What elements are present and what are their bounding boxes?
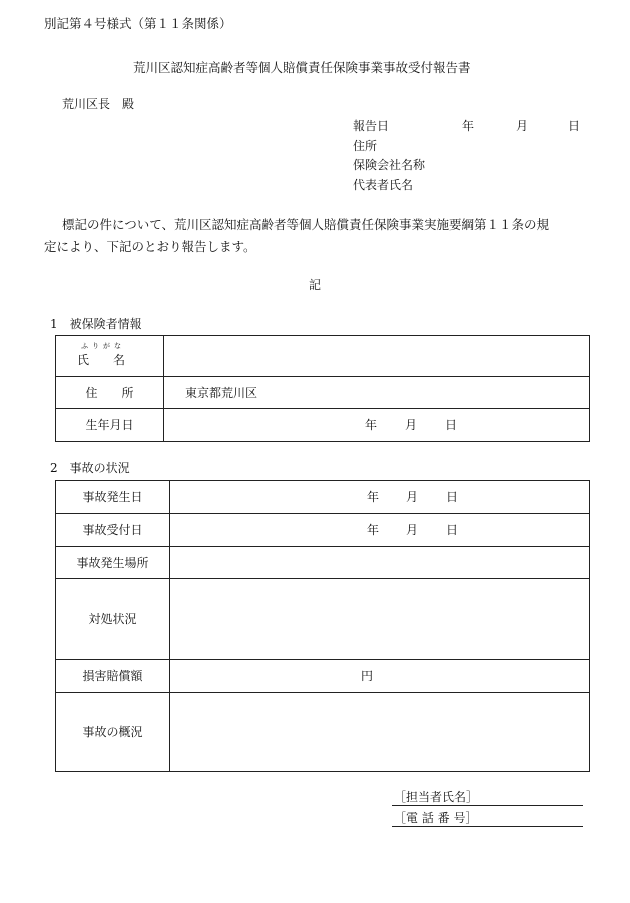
- address-value-cell[interactable]: [164, 377, 590, 409]
- body-text-line-2: 定により、下記のとおり報告します。: [44, 239, 256, 254]
- place-label: 事故発生場所: [76, 555, 149, 570]
- table-row: [56, 514, 590, 547]
- insurer-name-label: 保険会社名称: [353, 158, 426, 172]
- table-row: [56, 693, 590, 772]
- occurrence-date-label: 事故発生日: [82, 490, 143, 504]
- receipt-date-label: 事故受付日: [82, 523, 143, 537]
- contact-person-label: ［担当者氏名］: [394, 790, 479, 804]
- occurrence-date-value-cell[interactable]: [170, 481, 590, 514]
- address-label-cell: [56, 377, 164, 409]
- birthdate-label: 生年月日: [85, 418, 134, 432]
- contact-phone-label: ［電 話 番 号］: [394, 811, 478, 825]
- receipt-month-label: 月: [406, 523, 419, 537]
- table-row: [56, 336, 590, 377]
- summary-value-cell[interactable]: [170, 693, 590, 772]
- birth-day-label: 日: [445, 418, 458, 432]
- response-value-cell[interactable]: [170, 579, 590, 660]
- address-label: 住 所: [85, 385, 134, 400]
- table-row: [56, 660, 590, 693]
- ki-heading: 記: [309, 278, 322, 292]
- name-value-cell[interactable]: [164, 336, 590, 377]
- section-1-heading: 1 被保険者情報: [50, 317, 142, 331]
- damage-amount-label: 損害賠償額: [82, 669, 143, 683]
- accident-info-table: [55, 480, 590, 772]
- place-value-cell[interactable]: [170, 547, 590, 579]
- place-label-cell: [56, 547, 170, 579]
- body-text-line-1: 標記の件について、荒川区認知症高齢者等個人賠償責任保険事業実施要綱第１１条の規: [62, 217, 550, 232]
- yen-label: 円: [361, 669, 374, 683]
- receipt-day-label: 日: [446, 523, 459, 537]
- summary-label: 事故の概況: [82, 725, 143, 739]
- report-year-label: 年: [462, 119, 475, 133]
- table-row: [56, 579, 590, 660]
- birth-year-label: 年: [365, 418, 378, 432]
- birthdate-label-cell: [56, 409, 164, 442]
- birth-month-label: 月: [405, 418, 418, 432]
- address-value: 東京都荒川区: [185, 385, 258, 400]
- receipt-date-value-cell[interactable]: [170, 514, 590, 547]
- section-2-heading: 2 事故の状況: [50, 461, 130, 475]
- form-number: 別記第４号様式（第１１条関係）: [44, 16, 232, 31]
- table-row: [56, 547, 590, 579]
- occurrence-year-label: 年: [367, 490, 380, 504]
- name-ruby: ふりがな: [81, 342, 125, 350]
- receipt-date-label-cell: [56, 514, 170, 547]
- contact-phone-line[interactable]: [392, 826, 583, 827]
- occurrence-day-label: 日: [446, 490, 459, 504]
- response-label: 対処状況: [88, 612, 137, 626]
- reporter-address-label: 住所: [353, 139, 378, 153]
- name-label-cell: [56, 336, 164, 377]
- insured-info-table: [55, 335, 590, 442]
- occurrence-month-label: 月: [406, 490, 419, 504]
- summary-label-cell: [56, 693, 170, 772]
- contact-person-line[interactable]: [392, 805, 583, 806]
- report-day-label: 日: [568, 119, 581, 133]
- addressee: 荒川区長 殿: [62, 97, 135, 111]
- receipt-year-label: 年: [367, 523, 380, 537]
- report-month-label: 月: [516, 119, 529, 133]
- table-row: [56, 409, 590, 442]
- document-title: 荒川区認知症高齢者等個人賠償責任保険事業事故受付報告書: [133, 60, 471, 75]
- table-row: [56, 481, 590, 514]
- damage-amount-value-cell[interactable]: [170, 660, 590, 693]
- birthdate-value-cell[interactable]: [164, 409, 590, 442]
- name-label: 氏 名: [77, 353, 126, 367]
- table-row: [56, 377, 590, 409]
- occurrence-date-label-cell: [56, 481, 170, 514]
- response-label-cell: [56, 579, 170, 660]
- representative-label: 代表者氏名: [353, 178, 414, 192]
- damage-amount-label-cell: [56, 660, 170, 693]
- report-date-label: 報告日: [353, 119, 390, 133]
